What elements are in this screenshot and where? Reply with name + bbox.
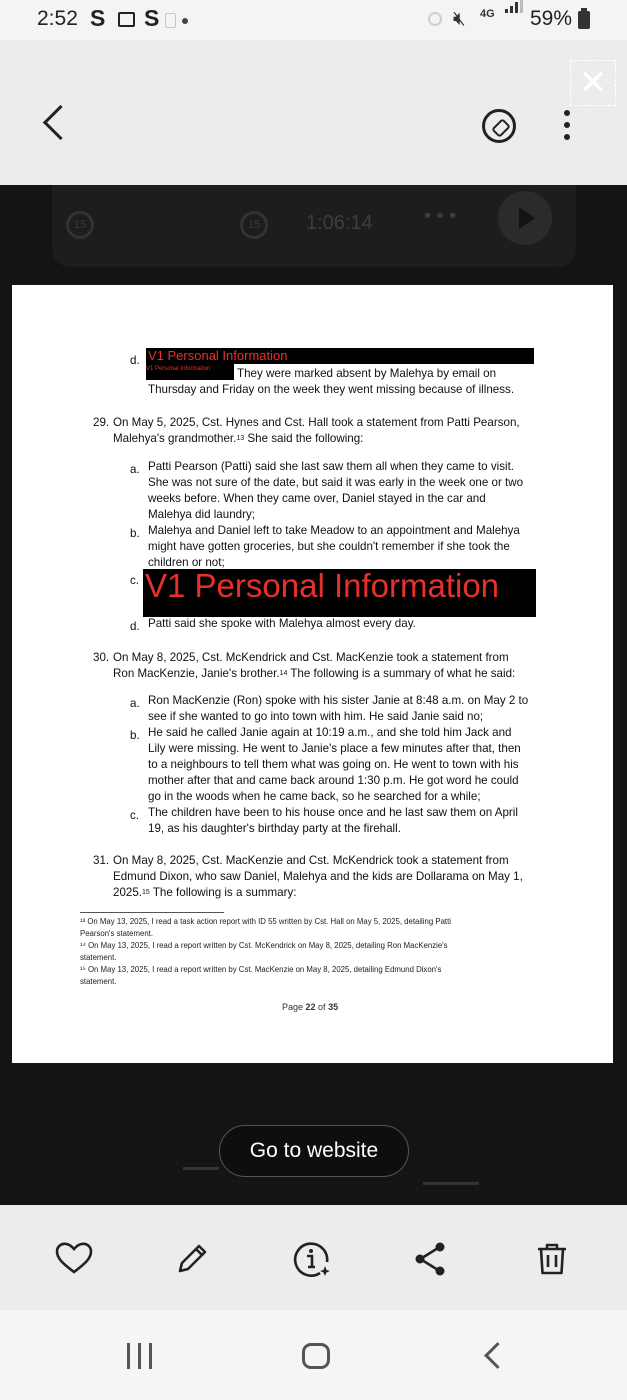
image-viewer xyxy=(0,185,627,1205)
doc-text: Thursday and Friday on the week they went missing because of illness. xyxy=(148,383,515,396)
play-icon xyxy=(498,191,552,245)
app-notification-icon: S xyxy=(90,5,106,31)
heart-icon[interactable] xyxy=(54,1239,94,1279)
info-sparkle-icon[interactable] xyxy=(292,1239,332,1279)
doc-text: On May 8, 2025, Cst. McKendrick and Cst. MacKenzie took a statement from xyxy=(113,651,509,664)
home-icon[interactable] xyxy=(302,1343,330,1369)
doc-text: Malehya's grandmother.$^{13}$ She said the following: xyxy=(113,432,364,445)
doc-text: The children have been to his house once and he last saw them on April xyxy=(148,806,518,819)
list-label: c. xyxy=(130,809,140,822)
alarm-icon xyxy=(428,12,442,26)
status-bar xyxy=(0,0,627,40)
list-label: a. xyxy=(130,697,140,710)
background-line xyxy=(423,1182,479,1185)
doc-text: see if she wanted to go into town with him. He said Janie said no; xyxy=(148,710,484,723)
paragraph-number: 31. xyxy=(93,854,110,867)
app-notification-icon-2: S xyxy=(144,5,160,31)
doc-text: 19, as his daughter's birthday party at the firehall. xyxy=(148,822,401,835)
gallery-notification-icon xyxy=(118,12,135,27)
doc-text: go in the woods when he came back, so he searched for a while; xyxy=(148,790,481,803)
go-to-website-button[interactable]: Go to website xyxy=(219,1125,409,1177)
doc-text: 2025.15 The following is a summary: xyxy=(113,886,297,899)
paragraph-number: 30. xyxy=(93,651,110,664)
share-icon[interactable] xyxy=(410,1239,450,1279)
footnote: Pearson's statement. xyxy=(80,929,153,938)
doc-text: Ron MacKenzie (Ron) spoke with his sister Janie at 8:48 a.m. on May 2 to xyxy=(148,694,529,707)
list-label: d. xyxy=(130,354,140,367)
doc-text: She was not sure of the date, but said it was early in the week one or two xyxy=(148,476,524,489)
footnote: statement. xyxy=(80,953,117,962)
back-chevron-icon[interactable] xyxy=(43,105,78,140)
redaction-block-small: V1 Personal Information xyxy=(146,364,234,380)
more-notifications-dot-icon xyxy=(182,18,188,24)
trash-icon[interactable] xyxy=(532,1239,572,1279)
list-label: a. xyxy=(130,463,140,476)
doc-text: Patti Pearson (Patti) said she last saw them all when they came to visit. xyxy=(148,460,515,473)
doc-text: Edmund Dixon, who saw Daniel, Malehya and the kids are Dollarama on May 1, xyxy=(113,870,523,883)
footnote: ¹⁴ On May 13, 2025, I read a report written by Cst. McKendrick on May 8, 2025, detailing Ron MacKenzie's xyxy=(80,941,448,950)
list-label: d. xyxy=(130,620,140,633)
background-line xyxy=(183,1167,219,1170)
paragraph-number: 29. xyxy=(93,416,110,429)
doc-text: They were marked absent by Malehya by email on xyxy=(237,367,497,380)
doc-text: children or not; xyxy=(148,556,225,569)
skip-back-icon: 15 xyxy=(66,211,94,239)
back-icon[interactable] xyxy=(484,1342,511,1369)
pencil-icon[interactable] xyxy=(172,1239,212,1279)
action-bar xyxy=(0,1205,627,1310)
doc-text: Malehya and Daniel left to take Meadow to an appointment and Malehya xyxy=(148,524,520,537)
doc-text: Malehya did laundry; xyxy=(148,508,255,521)
battery-percent: 59% xyxy=(530,7,573,30)
doc-text: to a neighbours to tell them what was going on. He went to town with his xyxy=(148,758,519,771)
footnote-divider xyxy=(80,912,224,913)
redaction-block: V1 Personal Information xyxy=(146,348,534,364)
document-page xyxy=(12,285,613,1063)
doc-text: Lily were missing. He went to Janie's place a few minutes after that, then xyxy=(148,742,521,755)
system-nav-bar xyxy=(0,1310,627,1400)
footnote: ¹⁵ On May 13, 2025, I read a report written by Cst. MacKenzie on May 8, 2025, detailing Edmund Dixon's xyxy=(80,965,442,974)
rotate-icon[interactable] xyxy=(482,109,516,143)
status-time: 2:52 xyxy=(37,7,78,30)
list-label: c. xyxy=(130,574,140,587)
battery-icon xyxy=(578,11,590,29)
footnote: ¹³ On May 13, 2025, I read a task action report with ID 55 written by Cst. Hall on May 5, 2025, detailing Patti xyxy=(80,917,451,926)
doc-text: mother after that and came back around 1:30 p.m. He got word he could xyxy=(148,774,519,787)
viewer-toolbar xyxy=(0,40,627,185)
media-player-bar xyxy=(52,185,576,267)
mute-icon: 🔇︎ xyxy=(453,8,466,30)
page-number: Page 22 of 35 xyxy=(282,1002,339,1012)
doc-text: weeks before. When they came over, Daniel stayed in the car and xyxy=(148,492,486,505)
footnote: statement. xyxy=(80,977,117,986)
doc-text: He said he called Janie again at 10:19 a.m., and she told him Jack and xyxy=(148,726,512,739)
recent-apps-icon[interactable] xyxy=(127,1343,155,1369)
doc-text: On May 5, 2025, Cst. Hynes and Cst. Hall took a statement from Patti Pearson, xyxy=(113,416,520,429)
list-label: b. xyxy=(130,527,140,540)
faded-notification-icon xyxy=(165,13,176,28)
list-label: b. xyxy=(130,729,140,742)
doc-text: might have gotten groceries, but she couldn't remember if she took the xyxy=(148,540,510,553)
player-time: 1:06:14 xyxy=(306,212,373,234)
doc-text: Ron MacKenzie, Janie's brother.$^{14}$ The following is a summary of what he said: xyxy=(113,667,516,680)
doc-text: Patti said she spoke with Malehya almost every day. xyxy=(148,617,416,630)
more-vertical-icon[interactable] xyxy=(564,110,570,146)
close-icon[interactable]: ✕ xyxy=(570,60,616,106)
skip-forward-icon: 15 xyxy=(240,211,268,239)
player-more-icon: • • • xyxy=(424,205,457,227)
redaction-block-large: V1 Personal Information xyxy=(143,569,536,617)
network-type: 4G xyxy=(480,8,495,20)
doc-text: On May 8, 2025, Cst. MacKenzie and Cst. McKendrick took a statement from xyxy=(113,854,509,867)
